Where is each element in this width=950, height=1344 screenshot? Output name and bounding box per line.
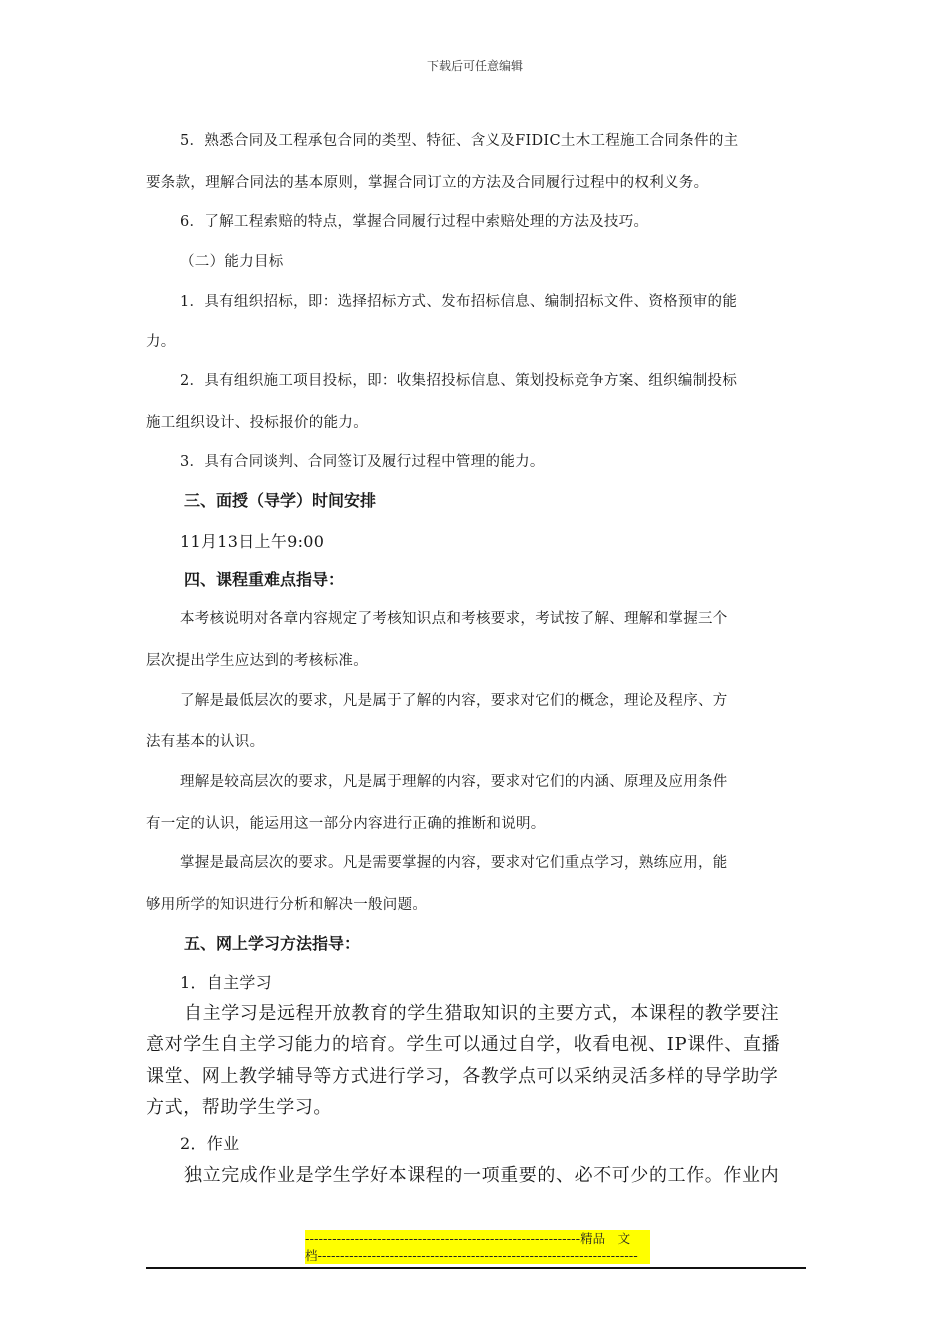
paragraph-5-line-1: 5．熟悉合同及工程承包合同的类型、特征、含义及FIDIC土木工程施工合同条件的主 [180,133,739,149]
subsection-self-study: 1．自主学习 [180,973,272,992]
ability-2-line-1: 2．具有组织施工项目投标，即：收集招投标信息、策划投标竞争方案、组织编制投标 [180,373,738,389]
subsection-homework: 2．作业 [180,1134,240,1153]
footer-watermark [305,1230,650,1264]
ability-1-line-1: 1．具有组织招标，即：选择招标方式、发布招标信息、编制招标文件、资格预审的能 [180,294,738,310]
key-points-4-line-1: 掌握是最高层次的要求。凡是需要掌握的内容，要求对它们重点学习，熟练应用，能 [180,855,728,871]
ability-1-line-2: 力。 [146,334,176,350]
key-points-1-line-1: 本考核说明对各章内容规定了考核知识点和考核要求，考试按了解、理解和掌握三个 [180,611,728,627]
homework-line-1: 独立完成作业是学生学好本课程的一项重要的、必不可少的工作。作业内 [184,1165,780,1186]
paragraph-5-line-2: 要条款，理解合同法的基本原则，掌握合同订立的方法及合同履行过程中的权利义务。 [146,175,709,191]
self-study-line-2: 意对学生自主学习能力的培育。学生可以通过自学，收看电视、IP课件、直播 [146,1034,781,1055]
footer-watermark-line-1: -------------------------------------------------------------精品 文 [305,1231,631,1246]
section-ability-goals: （二）能力目标 [180,254,284,270]
ability-2-line-2: 施工组织设计、投标报价的能力。 [146,415,368,431]
ability-3: 3．具有合同谈判、合同签订及履行过程中管理的能力。 [180,454,545,470]
key-points-3-line-1: 理解是较高层次的要求，凡是属于理解的内容，要求对它们的内涵、原理及应用条件 [180,774,728,790]
footer-watermark-line-2: 档----------------------------------------------------------------------- [305,1248,638,1263]
footer-divider [146,1267,806,1269]
key-points-4-line-2: 够用所学的知识进行分析和解决一般问题。 [146,897,428,913]
heading-online-learning: 五、网上学习方法指导： [184,934,361,953]
key-points-2-line-2: 法有基本的认识。 [146,734,265,750]
key-points-3-line-2: 有一定的认识，能运用这一部分内容进行正确的推断和说明。 [146,816,546,832]
paragraph-6: 6．了解工程索赔的特点，掌握合同履行过程中索赔处理的方法及技巧。 [180,214,649,230]
self-study-line-3: 课堂、网上教学辅导等方式进行学习，各教学点可以采纳灵活多样的导学助学 [146,1066,779,1087]
heading-schedule: 三、面授（导学）时间安排 [184,491,377,510]
self-study-line-4: 方式，帮助学生学习。 [146,1097,332,1118]
key-points-2-line-1: 了解是最低层次的要求，凡是属于了解的内容，要求对它们的概念，理论及程序、方 [180,693,728,709]
heading-key-points: 四、课程重难点指导： [184,570,345,589]
page-header: 下载后可任意编辑 [426,59,523,73]
key-points-1-line-2: 层次提出学生应达到的考核标准。 [146,653,368,669]
self-study-line-1: 自主学习是远程开放教育的学生猎取知识的主要方式，本课程的教学要注 [184,1003,780,1024]
schedule-time: 11月13日上午9:00 [180,532,325,551]
